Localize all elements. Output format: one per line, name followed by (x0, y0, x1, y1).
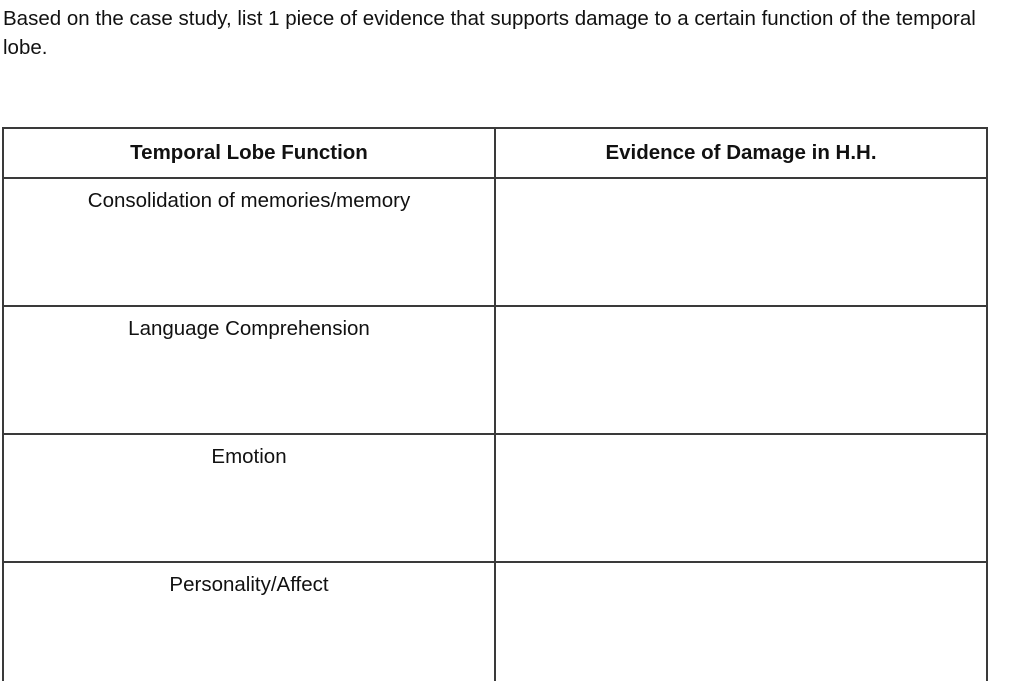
table-header-row (3, 128, 987, 178)
function-label: Emotion (211, 445, 287, 468)
evidence-cell-language[interactable] (495, 306, 987, 434)
function-label: Language Comprehension (128, 317, 370, 340)
evidence-cell-memory[interactable] (495, 178, 987, 306)
header-evidence-of-damage: Evidence of Damage in H.H. (495, 128, 987, 178)
function-cell-language (3, 306, 495, 434)
table-row (3, 434, 987, 562)
function-label: Consolidation of memories/memory (87, 189, 411, 212)
evidence-table (2, 127, 988, 681)
table-row (3, 562, 987, 681)
function-cell-emotion (3, 434, 495, 562)
table-row (3, 306, 987, 434)
function-label: Personality/Affect (169, 573, 329, 596)
function-cell-memory (3, 178, 495, 306)
evidence-cell-emotion[interactable] (495, 434, 987, 562)
question-prompt: Based on the case study, list 1 piece of evidence that supports damage to a certain function of the temporal lobe. (3, 7, 976, 59)
function-cell-personality (3, 562, 495, 681)
table-row (3, 178, 987, 306)
header-temporal-lobe-function: Temporal Lobe Function (3, 128, 495, 178)
evidence-cell-personality[interactable] (495, 562, 987, 681)
